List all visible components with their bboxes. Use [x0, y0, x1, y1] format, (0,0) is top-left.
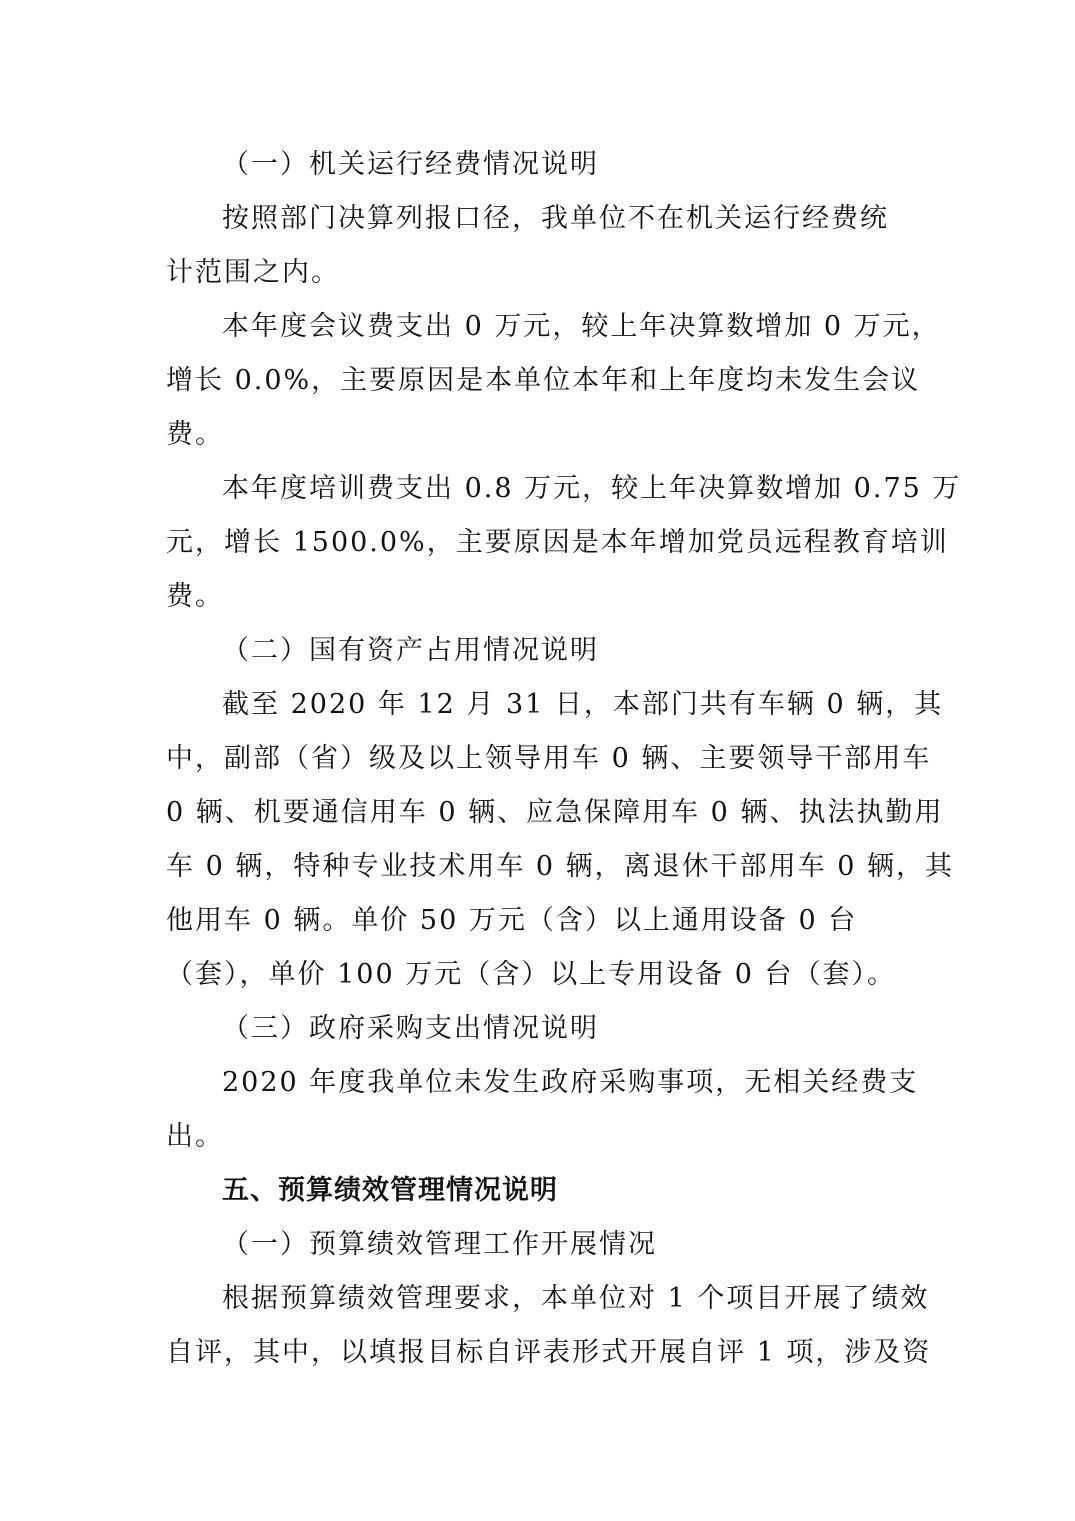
paragraph-line: 中，副部（省）级及以上领导用车 0 辆、主要领导干部用车 [166, 743, 932, 774]
paragraph-line: 车 0 辆，特种专业技术用车 0 辆，离退休干部用车 0 辆，其 [166, 851, 955, 882]
paragraph-line: 他用车 0 辆。单价 50 万元（含）以上通用设备 0 台 [166, 905, 858, 936]
paragraph-line: 增长 0.0%，主要原因是本单位本年和上年度均未发生会议 [166, 365, 921, 396]
paragraph-line: 费。 [166, 581, 224, 612]
paragraph-line: 出。 [166, 1121, 224, 1152]
sub-heading-government-procurement: （三）政府采购支出情况说明 [222, 1013, 599, 1044]
sub-heading-performance-work: （一）预算绩效管理工作开展情况 [222, 1229, 657, 1260]
paragraph-line: 按照部门决算列报口径，我单位不在机关运行经费统 [222, 203, 889, 234]
paragraph-line: 费。 [166, 419, 224, 450]
paragraph-line: 本年度培训费支出 0.8 万元，较上年决算数增加 0.75 万 [222, 473, 962, 504]
paragraph-line: 截至 2020 年 12 月 31 日，本部门共有车辆 0 辆，其 [222, 689, 944, 720]
paragraph-line: 自评，其中，以填报目标自评表形式开展自评 1 项，涉及资 [166, 1337, 932, 1368]
paragraph-line: （套），单价 100 万元（含）以上专用设备 0 台（套）。 [166, 959, 897, 990]
section-heading-budget-performance: 五、预算绩效管理情况说明 [222, 1175, 558, 1206]
sub-heading-office-operating-expenses: （一）机关运行经费情况说明 [222, 149, 599, 180]
paragraph-line: 计范围之内。 [166, 257, 340, 288]
paragraph-line: 2020 年度我单位未发生政府采购事项，无相关经费支 [222, 1067, 919, 1098]
paragraph-line: 根据预算绩效管理要求，本单位对 1 个项目开展了绩效 [222, 1283, 930, 1314]
paragraph-line: 元，增长 1500.0%，主要原因是本年增加党员远程教育培训 [166, 527, 949, 558]
paragraph-line: 0 辆、机要通信用车 0 辆、应急保障用车 0 辆、执法执勤用 [166, 797, 944, 828]
document-body [166, 138, 962, 1380]
paragraph-line: 本年度会议费支出 0 万元，较上年决算数增加 0 万元， [222, 311, 941, 342]
sub-heading-state-assets: （二）国有资产占用情况说明 [222, 635, 599, 666]
